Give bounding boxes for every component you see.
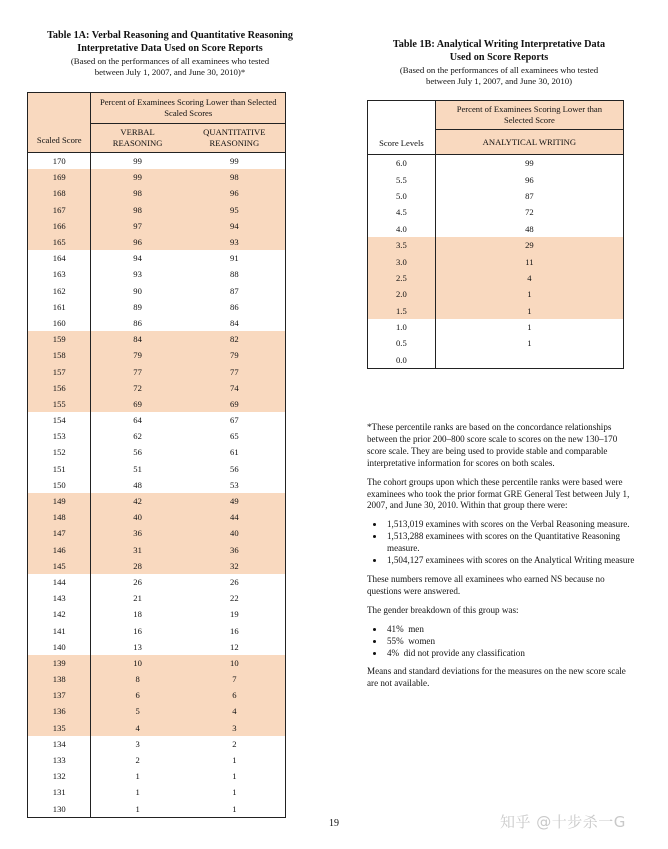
table-row [28, 250, 286, 266]
scaled-score-cell: 135 [52, 722, 66, 733]
table-row [368, 352, 624, 369]
scaled-score-cell: 164 [52, 253, 66, 264]
score-level-cell: 6.0 [396, 158, 407, 169]
scaled-score-cell: 149 [52, 496, 66, 507]
verbal-percent-cell: 6 [91, 687, 184, 703]
table-row [28, 525, 286, 541]
score-level-cell: 1.5 [396, 305, 407, 316]
verbal-percent-cell: 90 [91, 283, 184, 299]
verbal-percent-cell: 1 [91, 768, 184, 784]
scaled-score-header: Scaled Score [28, 93, 91, 153]
notes-section [367, 422, 635, 697]
verbal-percent-cell: 28 [91, 558, 184, 574]
scaled-score-cell: 161 [52, 301, 66, 312]
scaled-score-cell: 154 [52, 415, 66, 426]
scaled-score-cell: 165 [52, 237, 66, 248]
table-row [28, 234, 286, 250]
scaled-score-cell: 146 [52, 544, 66, 555]
scaled-score-cell: 155 [52, 398, 66, 409]
quant-percent-cell: 12 [230, 641, 239, 652]
scaled-score-cell: 151 [52, 463, 66, 474]
quant-percent-cell: 77 [230, 366, 239, 377]
scaled-score-cell: 140 [52, 641, 66, 652]
table-row [28, 542, 286, 558]
verbal-percent-cell: 2 [91, 752, 184, 768]
score-level-cell: 3.0 [396, 256, 407, 267]
verbal-percent-cell: 93 [91, 266, 184, 282]
score-level-cell: 1.0 [396, 322, 407, 333]
table-row [28, 509, 286, 525]
scaled-score-cell: 145 [52, 560, 66, 571]
table-row [28, 671, 286, 687]
table-row [28, 558, 286, 574]
note-paragraph-5: Means and standard deviations for the measures on the new score scale are not available. [367, 666, 626, 689]
table-row [28, 720, 286, 736]
verbal-percent-cell: 94 [91, 250, 184, 266]
quant-percent-cell: 19 [230, 609, 239, 620]
quant-percent-cell: 10 [230, 657, 239, 668]
table-row [28, 574, 286, 590]
table-row [28, 380, 286, 396]
verbal-percent-cell: 13 [91, 639, 184, 655]
verbal-percent-cell: 69 [91, 396, 184, 412]
table-b-title-line2: Used on Score Reports [449, 51, 549, 63]
quant-percent-cell: 98 [230, 172, 239, 183]
note-paragraph-4: The gender breakdown of this group was: [367, 604, 519, 615]
score-level-cell: 0.5 [396, 338, 407, 349]
table-row [28, 477, 286, 493]
table-a-title [20, 30, 320, 55]
quant-header: QUANTITATIVE REASONING [184, 124, 286, 153]
table-row [28, 299, 286, 315]
quant-percent-cell: 49 [230, 496, 239, 507]
verbal-percent-cell: 72 [91, 380, 184, 396]
quant-percent-cell: 3 [232, 722, 237, 733]
quant-percent-cell: 26 [230, 576, 239, 587]
writing-percent-cell: 87 [435, 188, 623, 204]
quant-percent-cell: 6 [232, 690, 237, 701]
list-item: • 1,513,019 examines with scores on the Verbal Reasoning measure. [385, 519, 635, 531]
page-number: 19 [329, 818, 339, 829]
verbal-percent-cell: 89 [91, 299, 184, 315]
quant-percent-cell: 56 [230, 463, 239, 474]
table-row [28, 639, 286, 655]
table-row [28, 185, 286, 201]
verbal-percent-cell: 1 [91, 801, 184, 818]
scaled-score-cell: 150 [52, 479, 66, 490]
table-row [28, 461, 286, 477]
quant-percent-cell: 91 [230, 253, 239, 264]
quant-percent-cell: 87 [230, 285, 239, 296]
quant-percent-cell: 74 [230, 382, 239, 393]
score-level-cell: 4.5 [396, 207, 407, 218]
table-row [368, 253, 624, 269]
verbal-percent-cell: 79 [91, 347, 184, 363]
scaled-score-cell: 162 [52, 285, 66, 296]
verbal-percent-cell: 98 [91, 202, 184, 218]
table-row [28, 655, 286, 671]
quant-percent-cell: 94 [230, 220, 239, 231]
scaled-score-cell: 144 [52, 576, 66, 587]
writing-percent-cell: 48 [435, 221, 623, 237]
writing-percent-cell: 1 [435, 335, 623, 351]
verbal-header: VERBAL REASONING [91, 124, 184, 153]
verbal-percent-cell: 4 [91, 720, 184, 736]
verbal-percent-cell: 16 [91, 622, 184, 638]
table-row [368, 303, 624, 319]
table-row [368, 221, 624, 237]
table-row [28, 736, 286, 752]
verbal-percent-cell: 98 [91, 185, 184, 201]
table-row [28, 169, 286, 185]
scaled-score-cell: 156 [52, 382, 66, 393]
group-header-b: Percent of Examinees Scoring Lower than Selected Score [435, 101, 623, 130]
scaled-score-cell: 133 [52, 755, 66, 766]
quant-percent-cell: 61 [230, 447, 239, 458]
scaled-score-cell: 143 [52, 593, 66, 604]
quant-percent-cell: 67 [230, 415, 239, 426]
table-a-subtitle-line1: (Based on the performances of all examinees who tested [70, 56, 270, 66]
quant-percent-cell: 95 [230, 204, 239, 215]
table-row [368, 155, 624, 172]
table-row [368, 270, 624, 286]
writing-percent-cell: 1 [435, 303, 623, 319]
scaled-score-cell: 170 [52, 156, 66, 167]
table-a-subtitle [20, 56, 320, 78]
quant-percent-cell: 1 [232, 755, 237, 766]
table-row [28, 428, 286, 444]
verbal-percent-cell: 10 [91, 655, 184, 671]
table-row [368, 204, 624, 220]
note-paragraph-3: These numbers remove all examinees who earned NS because no questions were answered. [367, 573, 605, 596]
writing-header: ANALYTICAL WRITING [435, 130, 623, 155]
table-row [28, 153, 286, 170]
quant-percent-cell: 53 [230, 479, 239, 490]
table-row [28, 396, 286, 412]
scaled-score-cell: 147 [52, 528, 66, 539]
table-row [28, 687, 286, 703]
table-b-subtitle [360, 65, 638, 87]
table-a-title-line1: Table 1A: Verbal Reasoning and Quantitative Reasoning [47, 30, 293, 41]
writing-percent-cell: 96 [435, 171, 623, 187]
quant-percent-cell: 4 [232, 706, 237, 717]
writing-percent-cell [435, 352, 623, 369]
table-row [28, 444, 286, 460]
list-item: • 4% did not provide any classification [385, 648, 635, 660]
scaled-score-cell: 148 [52, 512, 66, 523]
table-row [28, 202, 286, 218]
verbal-percent-cell: 1 [91, 784, 184, 800]
scaled-score-cell: 142 [52, 609, 66, 620]
scaled-score-cell: 169 [52, 172, 66, 183]
verbal-percent-cell: 99 [91, 153, 184, 170]
verbal-percent-cell: 42 [91, 493, 184, 509]
cohort-list [367, 519, 635, 567]
writing-percent-cell: 72 [435, 204, 623, 220]
table-b [367, 100, 624, 369]
list-item: • 41% men [385, 624, 635, 636]
scaled-score-cell: 132 [52, 771, 66, 782]
verbal-percent-cell: 97 [91, 218, 184, 234]
table-b-subtitle-line1: (Based on the performances of all examinees who tested [399, 65, 599, 75]
verbal-percent-cell: 56 [91, 444, 184, 460]
verbal-percent-cell: 31 [91, 542, 184, 558]
table-row [28, 347, 286, 363]
verbal-percent-cell: 18 [91, 606, 184, 622]
score-levels-header: Score Levels [368, 101, 436, 155]
verbal-percent-cell: 40 [91, 509, 184, 525]
quant-percent-cell: 96 [230, 188, 239, 199]
scaled-score-cell: 136 [52, 706, 66, 717]
list-item: • 1,504,127 examinees with scores on the Analytical Writing measure [385, 555, 635, 567]
scaled-score-cell: 159 [52, 334, 66, 345]
quant-percent-cell: 40 [230, 528, 239, 539]
writing-percent-cell: 11 [435, 253, 623, 269]
quant-percent-cell: 44 [230, 512, 239, 523]
scaled-score-cell: 141 [52, 625, 66, 636]
quant-percent-cell: 84 [230, 317, 239, 328]
verbal-percent-cell: 86 [91, 315, 184, 331]
scaled-score-cell: 160 [52, 317, 66, 328]
scaled-score-cell: 153 [52, 431, 66, 442]
writing-percent-cell: 29 [435, 237, 623, 253]
quant-percent-cell: 1 [232, 771, 237, 782]
verbal-percent-cell: 51 [91, 461, 184, 477]
score-level-cell: 2.0 [396, 289, 407, 300]
table-row [28, 283, 286, 299]
quant-percent-cell: 7 [232, 674, 237, 685]
verbal-percent-cell: 48 [91, 477, 184, 493]
table-a-subtitle-line2: between July 1, 2007, and June 30, 2010)* [94, 66, 246, 77]
verbal-percent-cell: 5 [91, 703, 184, 719]
scaled-score-cell: 167 [52, 204, 66, 215]
note-paragraph-2: The cohort groups upon which these percentile ranks were based were examinees who took the prior format GRE General Test between July 1, 2007, and June 30, 2010. Within that group there were: [367, 476, 630, 511]
quant-percent-cell: 22 [230, 593, 239, 604]
table-row [28, 315, 286, 331]
table-row [28, 590, 286, 606]
table-row [28, 412, 286, 428]
scaled-score-cell: 130 [52, 803, 66, 814]
score-level-cell: 0.0 [396, 354, 407, 365]
quant-percent-cell: 82 [230, 334, 239, 345]
writing-percent-cell: 4 [435, 270, 623, 286]
table-row [28, 784, 286, 800]
verbal-percent-cell: 84 [91, 331, 184, 347]
scaled-score-cell: 158 [52, 350, 66, 361]
gender-list [367, 624, 635, 660]
table-row [368, 286, 624, 302]
verbal-percent-cell: 26 [91, 574, 184, 590]
note-paragraph-1: *These percentile ranks are based on the concordance relationships between the prior 200–800 score scale to scores on the new 130–170 score scale. They are being used to provide stable and comparable interpretative information for scores on both scales. [367, 422, 618, 468]
table-row [28, 606, 286, 622]
verbal-percent-cell: 99 [91, 169, 184, 185]
table-row [28, 752, 286, 768]
table-row [368, 237, 624, 253]
scaled-score-cell: 134 [52, 738, 66, 749]
quant-percent-cell: 1 [232, 803, 237, 814]
quant-percent-cell: 16 [230, 625, 239, 636]
table-a-title-line2: Interpretative Data Used on Score Reports [77, 42, 263, 54]
quant-percent-cell: 36 [230, 544, 239, 555]
quant-percent-cell: 88 [230, 269, 239, 280]
scaled-score-cell: 163 [52, 269, 66, 280]
scaled-score-cell: 139 [52, 657, 66, 668]
score-level-cell: 3.5 [396, 240, 407, 251]
writing-percent-cell: 99 [435, 155, 623, 172]
quant-percent-cell: 93 [230, 237, 239, 248]
table-row [28, 493, 286, 509]
table-row [28, 363, 286, 379]
quant-percent-cell: 99 [230, 156, 239, 167]
group-header-a: Percent of Examinees Scoring Lower than Selected Scaled Scores [91, 93, 286, 124]
quant-percent-cell: 65 [230, 431, 239, 442]
verbal-percent-cell: 36 [91, 525, 184, 541]
quant-percent-cell: 1 [232, 787, 237, 798]
quant-percent-cell: 32 [230, 560, 239, 571]
verbal-percent-cell: 62 [91, 428, 184, 444]
table-row [368, 335, 624, 351]
score-level-cell: 5.5 [396, 174, 407, 185]
table-row [28, 218, 286, 234]
verbal-percent-cell: 8 [91, 671, 184, 687]
table-b-subtitle-line2: between July 1, 2007, and June 30, 2010) [425, 75, 573, 86]
scaled-score-cell: 138 [52, 674, 66, 685]
table-row [28, 801, 286, 818]
table-row [28, 703, 286, 719]
list-item: • 55% women [385, 636, 635, 648]
table-b-title [360, 39, 638, 64]
scaled-score-cell: 168 [52, 188, 66, 199]
scaled-score-cell: 152 [52, 447, 66, 458]
writing-percent-cell: 1 [435, 319, 623, 335]
verbal-percent-cell: 77 [91, 363, 184, 379]
verbal-percent-cell: 96 [91, 234, 184, 250]
table-row [368, 188, 624, 204]
scaled-score-cell: 157 [52, 366, 66, 377]
quant-percent-cell: 2 [232, 738, 237, 749]
scaled-score-cell: 137 [52, 690, 66, 701]
score-level-cell: 5.0 [396, 190, 407, 201]
verbal-percent-cell: 3 [91, 736, 184, 752]
table-row [28, 331, 286, 347]
verbal-percent-cell: 64 [91, 412, 184, 428]
writing-percent-cell: 1 [435, 286, 623, 302]
quant-percent-cell: 79 [230, 350, 239, 361]
table-b-title-line1: Table 1B: Analytical Writing Interpretative Data [392, 39, 606, 50]
table-row [28, 768, 286, 784]
table-row [368, 319, 624, 335]
table-row [368, 171, 624, 187]
quant-percent-cell: 69 [230, 398, 239, 409]
verbal-percent-cell: 21 [91, 590, 184, 606]
table-a [27, 92, 286, 818]
quant-percent-cell: 86 [230, 301, 239, 312]
scaled-score-cell: 166 [52, 220, 66, 231]
table-row [28, 266, 286, 282]
list-item: • 1,513,288 examinees with scores on the Quantitative Reasoning measure. [385, 531, 635, 555]
table-row [28, 622, 286, 638]
score-level-cell: 2.5 [396, 272, 407, 283]
scaled-score-cell: 131 [52, 787, 66, 798]
score-level-cell: 4.0 [396, 223, 407, 234]
watermark: 知乎 @十步杀一G [500, 813, 626, 831]
